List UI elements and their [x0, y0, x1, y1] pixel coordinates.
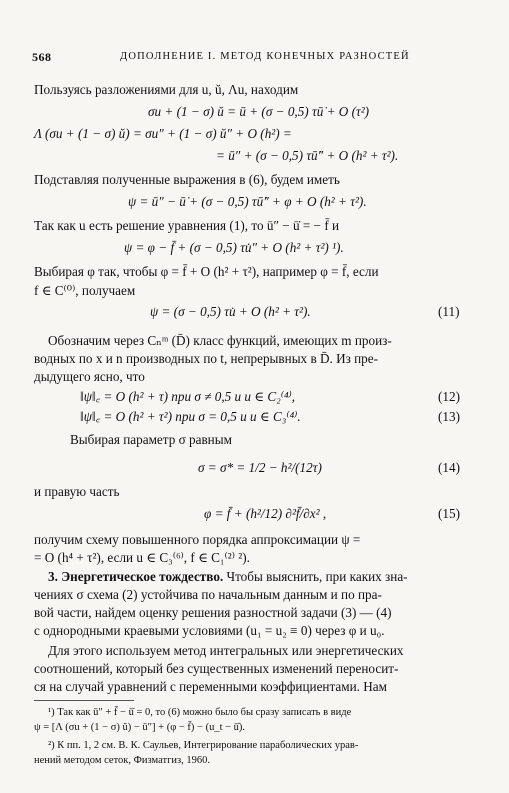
footnote-line: ψ = [Λ (σu + (1 − σ) ŭ) − ū″] + (φ − f̄) − (u_t − ū̇).	[34, 722, 246, 733]
paragraph-line: Обозначим через Cₙᵐ (D̄) класс функций, имеющих m произ-	[48, 333, 392, 348]
equation: σu + (1 − σ) ŭ = ū + (σ − 0,5) τū̇ + O (τ²)	[148, 104, 370, 119]
paragraph-line: Пользуясь разложениями для u, ŭ, Λu, находим	[34, 82, 299, 97]
equation: ‖ψ‖꜀ = O (h² + τ) при σ ≠ 0,5 и u ∈ C₂⁽⁴⁾,	[80, 389, 296, 404]
paragraph-line: Выбирая параметр σ равным	[70, 432, 232, 447]
paragraph-line: дыдущего ясно, что	[34, 369, 145, 384]
paragraph-line: чениях σ схема (2) устойчива по начальным данным и по пра-	[34, 587, 382, 602]
equation-number: (13)	[438, 409, 460, 424]
paragraph-line: = O (h⁴ + τ²), если u ∈ C₃⁽⁶⁾, f ∈ C₁⁽²⁾ ²).	[34, 550, 250, 565]
equation-number: (11)	[438, 304, 460, 319]
paragraph-line: Так как u есть решение уравнения (1), то ū″ − ū̇ = − f̄ и	[34, 218, 340, 233]
equation: Λ (σu + (1 − σ) ŭ) = σu″ + (1 − σ) ŭ″ + O (h²) =	[34, 126, 292, 141]
page-number: 568	[32, 50, 52, 64]
equation: φ = f̄ + (h²/12) ∂²f̄/∂x² ,	[204, 506, 327, 521]
equation: σ = σ* = 1/2 − h²/(12τ)	[198, 460, 322, 475]
equation: ψ = φ − f̄ + (σ − 0,5) τu̇″ + O (h² + τ²) ¹).	[124, 240, 344, 255]
paragraph-line: и правую часть	[34, 484, 120, 499]
paragraph-line: с однородными краевыми условиями (u₁ = u₂ ≡ 0) через φ и u₀.	[34, 623, 385, 638]
paragraph-line: f ∈ C⁽⁰⁾, получаем	[34, 283, 136, 298]
paragraph-line: Для этого используем метод интегральных или энергетических	[48, 643, 404, 658]
paragraph-line: Выбирая φ так, чтобы φ = f̄ + O (h² + τ²), например φ = f̄, если	[34, 264, 379, 279]
paragraph-line: ся на случай уравнений с переменными коэффициентами. Нам	[34, 679, 387, 694]
paragraph-line: получим схему повышенного порядка аппроксимации ψ =	[34, 532, 361, 547]
equation: = ū″ + (σ − 0,5) τū̇″ + O (h² + τ²).	[216, 148, 399, 163]
equation: ψ = ū″ − ū̇ + (σ − 0,5) τū̇″ + φ + O (h² + τ²).	[128, 194, 367, 209]
equation-number: (15)	[438, 506, 460, 521]
footnote-divider	[34, 700, 134, 701]
paragraph-line: соотношений, который без существенных изменений переносит-	[34, 661, 399, 676]
equation: ψ = (σ − 0,5) τu̇ + O (h² + τ²).	[150, 304, 311, 319]
paragraph-line: водных по x и n производных по t, непрерывных в D̄. Из пре-	[34, 351, 379, 366]
equation-number: (14)	[438, 460, 460, 475]
paragraph-line: Подставляя полученные выражения в (6), будем иметь	[34, 172, 340, 187]
footnote-line: нений методом сеток, Физматгиз, 1960.	[34, 755, 211, 766]
footnote-line: ¹) Так как ū″ + f̄ − ū̇ = 0, то (6) можно было бы сразу записать в виде	[48, 707, 352, 718]
footnote-line: ²) К пп. 1, 2 см. В. К. Саульев, Интегрирование параболических урав-	[48, 740, 359, 751]
section-line	[48, 569, 408, 585]
running-title: ДОПОЛНЕНИЕ I. МЕТОД КОНЕЧНЫХ РАЗНОСТЕЙ	[120, 51, 410, 62]
equation-number: (12)	[438, 389, 460, 404]
section-heading: 3. Энергетическое тождество.	[48, 569, 224, 584]
paragraph-line: вой части, найдем оценку решения разностной задачи (3) — (4)	[34, 605, 392, 620]
equation: ‖ψ‖꜀ = O (h² + τ²) при σ = 0,5 и u ∈ C₃⁽⁴⁾.	[80, 409, 301, 424]
section-text: Чтобы выяснить, при каких зна-	[223, 569, 408, 584]
